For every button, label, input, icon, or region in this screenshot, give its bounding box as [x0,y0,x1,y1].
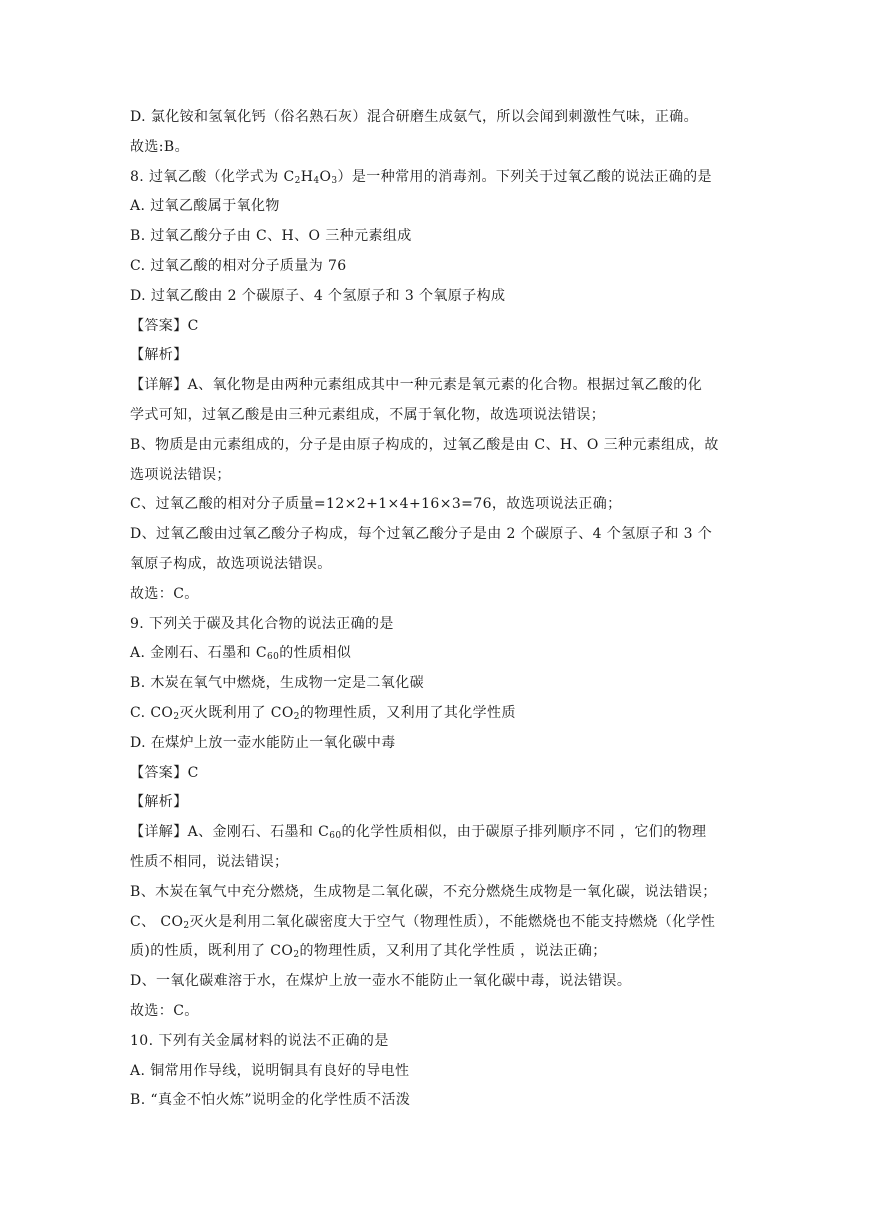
subscript: 4 [313,175,320,186]
subscript: 2 [173,711,180,722]
text-line [130,580,742,610]
text-line [130,103,742,133]
subscript: 60 [329,831,342,842]
text-run: 【详解】A、氧化物是由两种元素组成其中一种元素是氧元素的化合物。根据过氧乙酸的化 [130,377,703,394]
document-body [130,103,742,1116]
text-run: C、过氧乙酸的相对分子质量=12×2+1×4+16×3=76，故选项说法正确； [130,496,622,513]
text-line [130,222,742,252]
text-line [130,997,742,1027]
text-run: 8. 过氧乙酸（化学式为 C [130,168,295,185]
text-run: 灭火是利用二氧化碳密度大于空气（物理性质），不能燃烧也不能支持燃烧（化学性 [189,913,716,930]
text-run: B. 过氧乙酸分子由 C、H、O 三种元素组成 [130,228,412,245]
subscript: 2 [293,950,300,961]
text-line [130,341,742,371]
text-line [130,848,742,878]
text-run: 故选:B。 [130,138,190,155]
text-line [130,1086,742,1116]
text-line [130,818,742,848]
text-run: 故选：C。 [130,585,199,602]
text-run: B. “真金不怕火炼”说明金的化学性质不活泼 [130,1092,411,1109]
text-line [130,967,742,997]
text-run: 【答案】C [130,317,199,334]
text-run: 质)的性质，既利用了 CO [130,943,294,960]
text-run: C. 过氧乙酸的相对分子质量为 76 [130,257,347,274]
text-line [130,461,742,491]
text-run: B、木炭在氧气中充分燃烧，生成物是二氧化碳，不充分燃烧生成物是一氧化碳，说法错误； [130,883,717,900]
subscript: 2 [183,920,190,931]
text-run: A. 铜常用作导线，说明铜具有良好的导电性 [130,1062,410,1079]
text-run: 9. 下列关于碳及其化合物的说法正确的是 [130,615,394,632]
text-run: 灭火既利用了 CO [179,704,294,721]
text-line [130,639,742,669]
subscript: 60 [266,652,280,663]
text-run: 10. 下列有关金属材料的说法不正确的是 [130,1032,389,1049]
text-run: 选项说法错误； [130,466,231,483]
text-run: B. 木炭在氧气中燃烧，生成物一定是二氧化碳 [130,675,424,692]
text-run: D. 氯化铵和氢氧化钙（俗名熟石灰）混合研磨生成氨气，所以会闻到刺激性气味，正确。 [130,109,699,125]
text-line [130,699,742,729]
text-line [130,1057,742,1087]
text-run: 的性质相似 [279,645,352,662]
text-line [130,133,742,163]
text-run: 性质不相同，说法错误； [130,853,289,870]
text-run: D. 在煤炉上放一壶水能防止一氧化碳中毒 [130,734,396,751]
subscript: 3 [331,175,338,186]
text-run: 【答案】C [130,764,199,781]
text-run: D. 过氧乙酸由 2 个碳原子、4 个氢原子和 3 个氧原子构成 [130,287,506,304]
text-line [130,550,742,580]
text-run: D、一氧化碳难溶于水，在煤炉上放一壶水不能防止一氧化碳中毒，说法错误。 [130,973,632,990]
text-run: 的物理性质，又利用了其化学性质 ，说法正确； [299,943,607,960]
text-run: 学式可知，过氧乙酸是由三种元素组成，不属于氧化物，故选项说法错误； [130,406,606,423]
text-line [130,312,742,342]
text-run: B、物质是由元素组成的，分子是由原子构成的，过氧乙酸是由 C、H、O 三种元素组成，故 [130,436,719,453]
text-line [130,252,742,282]
text-line [130,401,742,431]
text-line [130,788,742,818]
text-run: O [319,168,332,185]
text-line [130,759,742,789]
text-line [130,937,742,967]
text-line [130,282,742,312]
text-line [130,431,742,461]
text-run: H [300,168,314,185]
text-run: A. 金刚石、石墨和 C [130,645,267,662]
text-run: C. CO [130,704,174,721]
text-run: 【解析】 [130,347,188,364]
text-run: 【详解】A、金刚石、石墨和 C [130,824,330,841]
subscript: 2 [294,175,301,186]
text-line [130,729,742,759]
text-line [130,520,742,550]
text-line [130,371,742,401]
text-run: D、过氧乙酸由过氧乙酸分子构成，每个过氧乙酸分子是由 2 个碳原子、4 个氢原子和 3 个 [130,526,713,543]
text-line [130,1027,742,1057]
text-line [130,669,742,699]
subscript: 2 [293,711,300,722]
text-run: 的化学性质相似，由于碳原子排列顺序不同 ，它们的物理 [341,824,707,841]
text-line [130,192,742,222]
text-line [130,490,742,520]
text-run: C、 CO [130,913,184,930]
text-line [130,908,742,938]
text-run: 氧原子构成，故选项说法错误。 [130,555,332,572]
text-run: 的物理性质，又利用了其化学性质 [299,704,516,721]
text-run: 【解析】 [130,794,188,811]
text-run: ）是一种常用的消毒剂。下列关于过氧乙酸的说法正确的是 [337,168,712,185]
text-run: 故选：C。 [130,1002,199,1019]
text-line [130,610,742,640]
text-run: A. 过氧乙酸属于氧化物 [130,198,280,215]
text-line [130,878,742,908]
text-line [130,163,742,193]
